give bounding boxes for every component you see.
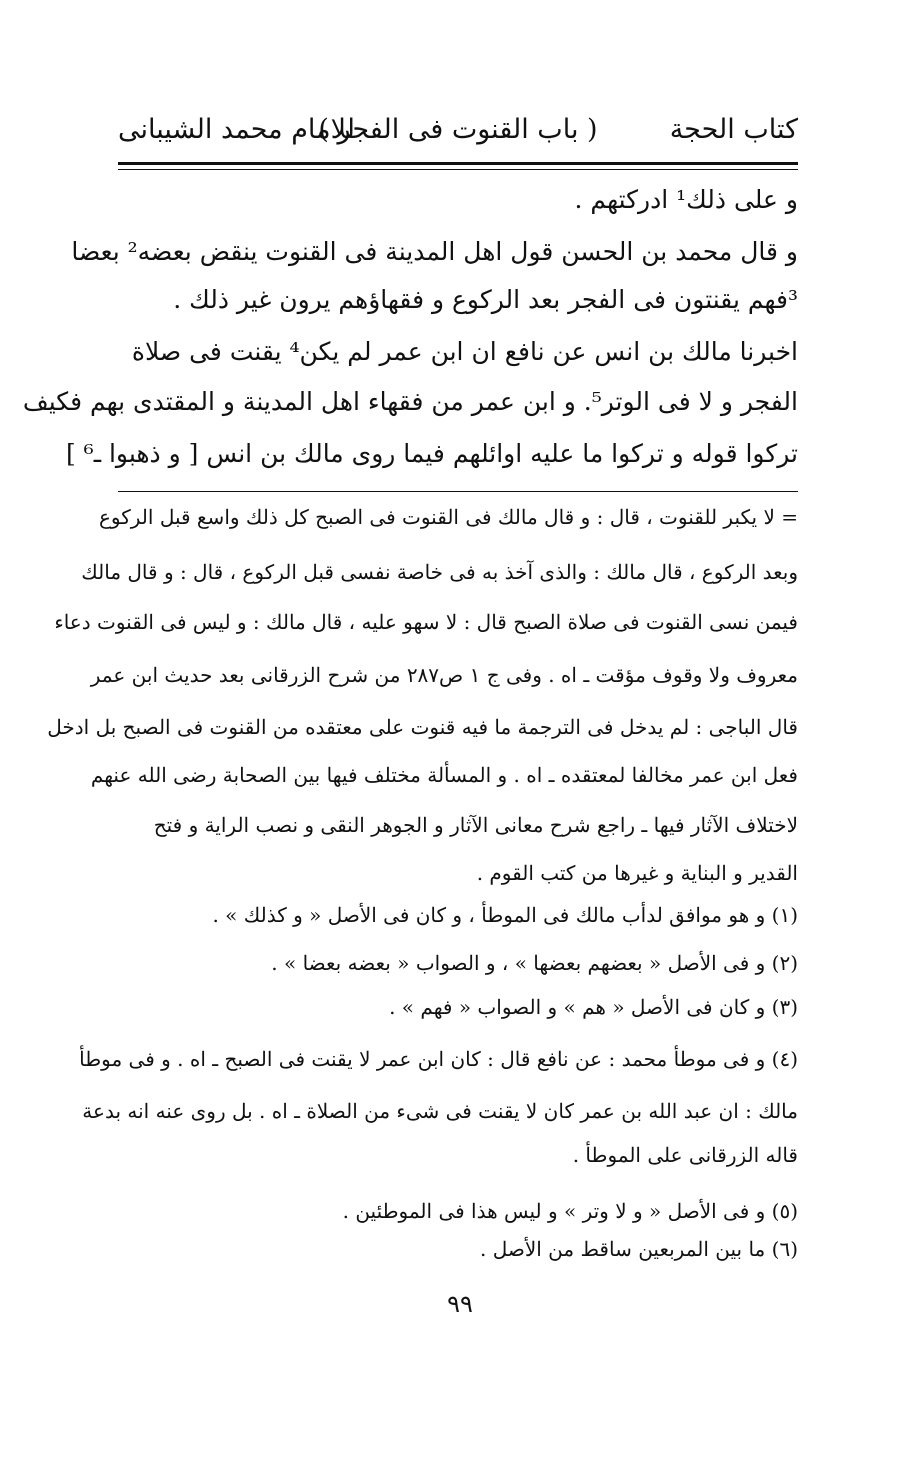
author-name: للامام محمد الشيبانى — [118, 114, 355, 145]
header-rule-thin — [118, 169, 798, 170]
footnote-line: (٦) ما بين المربعين ساقط من الأصل . — [479, 1237, 798, 1261]
footnote-line: فيمن نسى القنوت فى صلاة الصبح قال : لا سهو عليه ، قال مالك : و ليس فى القنوت دعاء — [54, 610, 798, 634]
main-line: ³فهم يقنتون فى الفجر بعد الركوع و فقهاؤهم يرون غير ذلك . — [173, 285, 798, 314]
chapter-title: ( باب القنوت فى الفجر ) — [318, 114, 598, 145]
page-number: ٩٩ — [447, 1290, 473, 1318]
footnote-line: لاختلاف الآثار فيها ـ راجع شرح معانى الآثار و الجوهر النقى و نصب الراية و فتح — [153, 813, 798, 837]
main-line: تركوا قوله و تركوا ما عليه اوائلهم فيما روى مالك بن انس [ و ذهبوا ـ⁶ ] — [65, 439, 798, 468]
footnote-line: القدير و البناية و غيرها من كتب القوم . — [476, 861, 798, 885]
book-title: كتاب الحجة — [669, 114, 798, 145]
footnote-line: = لا يكبر للقنوت ، قال : و قال مالك فى القنوت فى الصبح كل ذلك واسع قبل الركوع — [98, 505, 798, 529]
footnote-line: (٣) و كان فى الأصل « هم » و الصواب « فهم » . — [389, 995, 798, 1019]
footnote-line: (٤) و فى موطأ محمد : عن نافع قال : كان ابن عمر لا يقنت فى الصبح ـ اه . و فى موطأ — [79, 1047, 798, 1071]
footnote-line: قاله الزرقانى على الموطأ . — [572, 1143, 798, 1167]
footnote-line: مالك : ان عبد الله بن عمر كان لا يقنت فى شىء من الصلاة ـ اه . بل روى عنه انه بدعة — [82, 1099, 798, 1123]
footnote-separator — [118, 491, 798, 492]
header-rule-thick — [118, 162, 798, 165]
main-line: و على ذلك¹ ادركتهم . — [574, 185, 798, 214]
footnote-line: (٢) و فى الأصل « بعضهم بعضها » ، و الصواب « بعضه بعضا » . — [271, 951, 798, 975]
main-line: و قال محمد بن الحسن قول اهل المدينة فى القنوت ينقض بعضه² بعضا — [71, 237, 798, 266]
running-header — [118, 100, 798, 158]
footnote-line: قال الباجى : لم يدخل فى الترجمة ما فيه قنوت على معتقده من القنوت فى الصبح بل ادخل — [47, 715, 798, 739]
main-line: الفجر و لا فى الوتر⁵. و ابن عمر من فقهاء اهل المدينة و المقتدى بهم فكيف — [22, 387, 798, 416]
footnote-line: فعل ابن عمر مخالفا لمعتقده ـ اه . و المسألة مختلف فيها بين الصحابة رضى الله عنهم — [90, 763, 798, 787]
footnote-line: وبعد الركوع ، قال مالك : والذى آخذ به فى خاصة نفسى قبل الركوع ، قال : و قال مالك — [81, 560, 798, 584]
footnote-line: (١) و هو موافق لدأب مالك فى الموطأ ، و كان فى الأصل « و كذلك » . — [212, 903, 798, 927]
main-line: اخبرنا مالك بن انس عن نافع ان ابن عمر لم يكن⁴ يقنت فى صلاة — [131, 337, 798, 366]
footnote-line: (٥) و فى الأصل « و لا وتر » و ليس هذا فى الموطئين . — [342, 1199, 798, 1223]
footnote-line: معروف ولا وقوف مؤقت ـ اه . وفى ج ١ ص٢٨٧ من شرح الزرقانى بعد حديث ابن عمر — [90, 663, 798, 687]
